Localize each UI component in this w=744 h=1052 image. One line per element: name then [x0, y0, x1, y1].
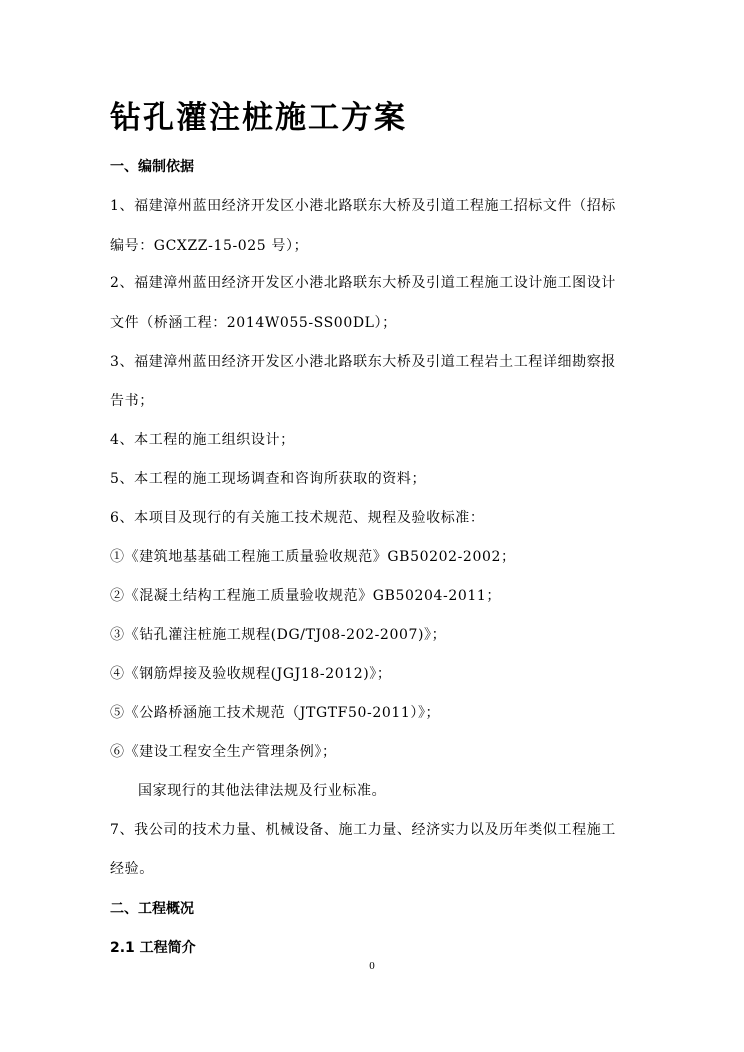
basis-line-3b: 告书； [110, 393, 154, 409]
basis-line-4: 4、本工程的施工组织设计； [110, 432, 295, 448]
section-heading-basis: 一、编制依据 [110, 159, 194, 175]
page-number: 0 [369, 960, 375, 972]
basis-line-7a: 7、我公司的技术力量、机械设备、施工力量、经济实力以及历年类似工程施工 [110, 822, 616, 838]
standard-item-1: ①《建筑地基基础工程施工质量验收规范》GB50202-2002； [110, 549, 516, 565]
section-heading-overview: 二、工程概况 [110, 901, 194, 917]
basis-line-5: 5、本工程的施工现场调查和咨询所获取的资料； [110, 471, 427, 487]
basis-line-3a: 3、福建漳州蓝田经济开发区小港北路联东大桥及引道工程岩土工程详细勘察报 [110, 354, 616, 370]
standard-item-6: ⑥《建设工程安全生产管理条例》； [110, 744, 337, 760]
basis-line-2a: 2、福建漳州蓝田经济开发区小港北路联东大桥及引道工程施工设计施工图设计 [110, 275, 616, 291]
basis-line-7b: 经验。 [110, 861, 154, 877]
basis-line-6: 6、本项目及现行的有关施工技术规范、规程及验收标准： [110, 510, 485, 526]
basis-line-1a: 1、福建漳州蓝田经济开发区小港北路联东大桥及引道工程施工招标文件（招标 [110, 198, 616, 214]
subsection-heading-intro: 2.1 工程简介 [110, 940, 196, 956]
standard-item-4: ④《钢筋焊接及验收规程(JGJ18-2012)》； [110, 666, 392, 682]
document-title: 钻孔灌注桩施工方案 [110, 100, 407, 136]
standard-item-3: ③《钻孔灌注桩施工规程(DG/TJ08-202-2007)》； [110, 627, 447, 643]
standard-item-5: ⑤《公路桥涵施工技术规范（JTGTF50-2011）》； [110, 705, 441, 721]
other-standards-line: 国家现行的其他法律法规及行业标准。 [138, 783, 387, 799]
basis-line-1b: 编号：GCXZZ-15-025 号）； [110, 238, 309, 254]
basis-line-2b: 文件（桥涵工程：2014W055-SS00DL）； [110, 315, 397, 331]
standard-item-2: ②《混凝土结构工程施工质量验收规范》GB50204-2011； [110, 588, 501, 604]
